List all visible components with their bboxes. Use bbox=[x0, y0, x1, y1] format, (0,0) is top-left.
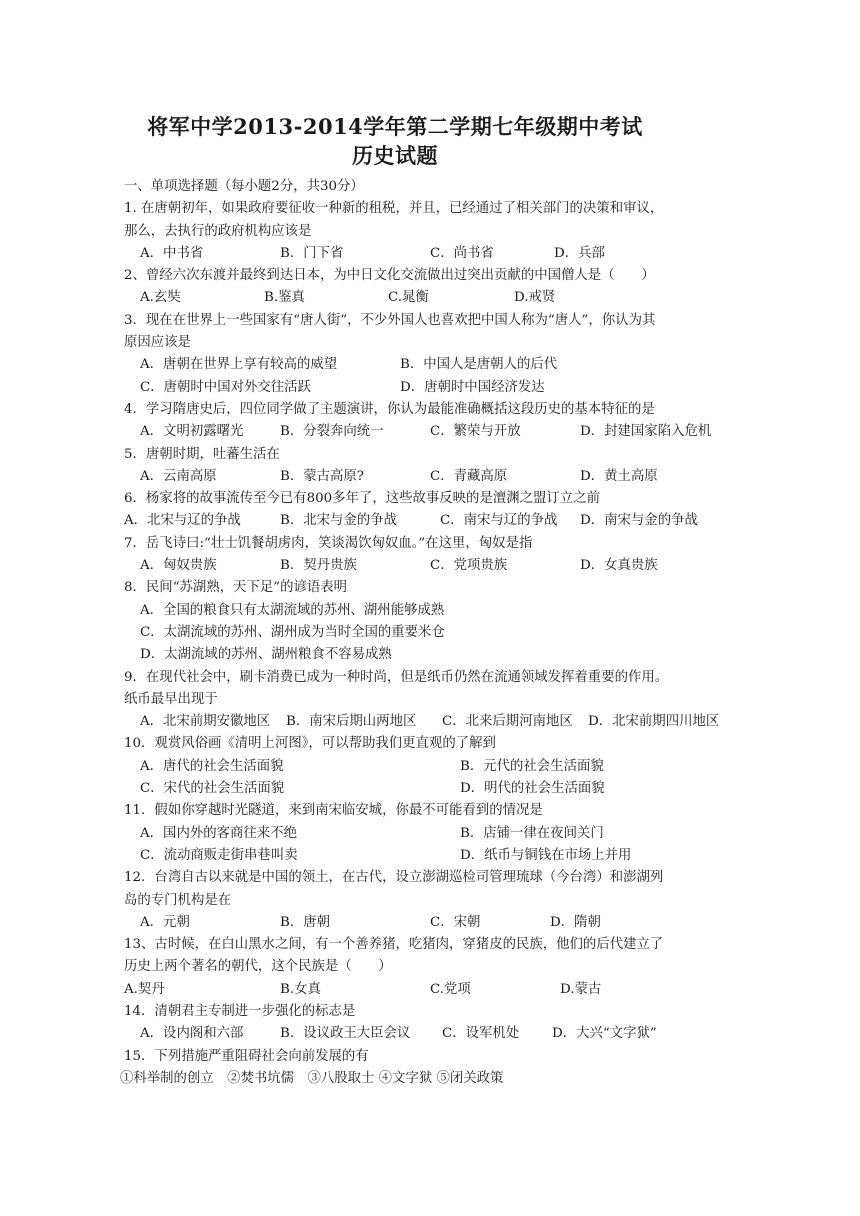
question-stem: 纸币最早出现于 bbox=[124, 691, 218, 707]
option-c: C．唐朝时中国对外交往活跃 bbox=[140, 379, 311, 395]
option-c: C.党项 bbox=[430, 981, 471, 997]
option-d: D．北宋前期四川地区 bbox=[588, 714, 720, 730]
option-b: B．北宋与金的争战 bbox=[280, 513, 397, 529]
option-d: D．唐朝时中国经济发达 bbox=[400, 379, 545, 395]
option-row bbox=[124, 778, 744, 800]
option-c: C.晁衡 bbox=[388, 290, 429, 306]
option-a: A．唐代的社会生活面貌 bbox=[140, 758, 284, 774]
option-b: B．中国人是唐朝人的后代 bbox=[400, 357, 558, 373]
option-b: B．蒙古高原? bbox=[280, 468, 364, 484]
question-stem: 历史上两个著名的朝代，这个民族是（ ） bbox=[124, 959, 392, 975]
option-row bbox=[124, 466, 744, 488]
option-d: D．纸币与铜钱在市场上并用 bbox=[460, 847, 632, 863]
question-stem: 8．民间“苏湖熟，天下足”的谚语表明 bbox=[124, 580, 348, 596]
question-stem: 11．假如你穿越时光隧道，来到南宋临安城，你最不可能看到的情况是 bbox=[124, 803, 543, 819]
option-b: B．唐朝 bbox=[280, 914, 331, 930]
option-d: D．太湖流域的苏州、湖州粮食不容易成熟 bbox=[140, 647, 392, 663]
option-d: D．兵部 bbox=[554, 245, 605, 261]
option-d: D．南宋与金的争战 bbox=[580, 513, 698, 529]
option-a: A．文明初露曙光 bbox=[140, 424, 244, 440]
option-a: A．设内阁和六部 bbox=[140, 1026, 244, 1042]
question-stem: 1. 在唐朝初年，如果政府要征收一种新的租税，并且，已经通过了相关部门的决策和审议， bbox=[124, 201, 664, 217]
question-stem: 13、古时候，在白山黑水之间，有一个善养猪，吃猪肉，穿猪皮的民族，他们的后代建立了 bbox=[124, 937, 664, 953]
question-stem: 12．台湾自古以来就是中国的领土，在古代，设立澎湖巡检司管理琉球（今台湾）和澎湖列 bbox=[124, 870, 664, 886]
option-d: D．明代的社会生活面貌 bbox=[460, 781, 605, 797]
option-c: C．南宋与辽的争战 bbox=[440, 513, 558, 529]
option-c: C．宋朝 bbox=[430, 914, 481, 930]
option-b: B．南宋后期山两地区 bbox=[286, 714, 417, 730]
option-c: C．青藏高原 bbox=[430, 468, 508, 484]
question-stem: 6．杨家将的故事流传至今已有800多年了，这些故事反映的是澶渊之盟订立之前 bbox=[124, 491, 600, 507]
option-c: C．宋代的社会生活面貌 bbox=[140, 781, 285, 797]
option-d: D．黄土高原 bbox=[580, 468, 658, 484]
option-row bbox=[124, 243, 744, 265]
option-row bbox=[124, 823, 744, 845]
option-d: D．隋朝 bbox=[550, 914, 601, 930]
option-d: D．大兴“文字狱” bbox=[552, 1026, 657, 1042]
option-b: B．门下省 bbox=[280, 245, 344, 261]
option-d: D．封建国家陷入危机 bbox=[580, 424, 712, 440]
question-stem: 14．清朝君主专制进一步强化的标志是 bbox=[124, 1003, 356, 1019]
option-a: A.玄奘 bbox=[140, 290, 181, 306]
option-b: B．契丹贵族 bbox=[280, 558, 357, 574]
option-a: A．元朝 bbox=[140, 914, 190, 930]
question-stem: 9．在现代社会中，刷卡消费已成为一种时尚，但是纸币仍然在流通领域发挥着重要的作用。 bbox=[124, 669, 669, 685]
option-row bbox=[124, 756, 744, 778]
option-row bbox=[124, 555, 744, 577]
option-d: D.戒贤 bbox=[514, 290, 556, 306]
option-c: C．繁荣与开放 bbox=[430, 424, 521, 440]
question-stem: 4．学习隋唐史后，四位同学做了主题演讲，你认为最能准确概括这段历史的基本特征的是 bbox=[124, 401, 655, 417]
option-row bbox=[124, 377, 744, 399]
section-heading: 一、单项选择题（每小题2分，共30分） bbox=[124, 179, 364, 194]
option-row bbox=[124, 711, 744, 733]
option-c: C．北来后期河南地区 bbox=[442, 714, 573, 730]
option-a: A．北宋与辽的争战 bbox=[124, 513, 241, 529]
option-c: C．党项贵族 bbox=[430, 558, 508, 574]
option-d: D.蒙古 bbox=[560, 981, 602, 997]
question-stem: 15．下列措施严重阻碍社会向前发展的有 bbox=[124, 1048, 369, 1064]
question-stem: 岛的专门机构是在 bbox=[124, 892, 232, 908]
option-row bbox=[124, 1023, 744, 1045]
option-row bbox=[124, 354, 744, 376]
question-stem: 7．岳飞诗曰:“壮士饥餐胡虏肉，笑谈渴饮匈奴血。”在这里，匈奴是指 bbox=[124, 535, 533, 551]
option-c: C．设军机处 bbox=[442, 1026, 520, 1042]
option-row bbox=[124, 845, 744, 867]
option-a: A．国内外的客商往来不绝 bbox=[140, 825, 297, 841]
option-d: D．女真贵族 bbox=[580, 558, 658, 574]
option-a: A．全国的粮食只有太湖流域的苏州、湖州能够成熟 bbox=[140, 602, 445, 618]
option-row bbox=[124, 510, 744, 532]
option-c: C．尚书省 bbox=[430, 245, 494, 261]
option-b: B．元代的社会生活面貌 bbox=[460, 758, 604, 774]
exam-title: 将军中学2013-2014学年第二学期七年级期中考试 bbox=[147, 114, 643, 139]
option-b: B.女真 bbox=[280, 981, 321, 997]
option-a: A．中书省 bbox=[140, 245, 204, 261]
question-stem: 那么，去执行的政府机构应该是 bbox=[124, 223, 312, 239]
question-stem: 5．唐朝时期，吐蕃生活在 bbox=[124, 446, 280, 462]
option-a: A．唐朝在世界上享有较高的威望 bbox=[140, 357, 338, 373]
question-stem: 10．观赏风俗画《清明上河图》，可以帮助我们更直观的了解到 bbox=[124, 736, 496, 752]
option-a: A．北宋前期安徽地区 bbox=[140, 714, 271, 730]
question-stem: 原因应该是 bbox=[124, 335, 191, 351]
option-b: B.鉴真 bbox=[264, 290, 305, 306]
option-a: A．匈奴贵族 bbox=[140, 558, 217, 574]
exam-subtitle: 历史试题 bbox=[352, 143, 438, 168]
option-b: B．分裂奔向统一 bbox=[280, 424, 384, 440]
option-c: C．太湖流域的苏州、湖州成为当时全国的重要米仓 bbox=[140, 624, 445, 640]
question-stem: ①科举制的创立 ②焚书坑儒 ③八股取士 ④文字狱 ⑤闭关政策 bbox=[120, 1070, 504, 1086]
option-c: C．流动商贩走街串巷叫卖 bbox=[140, 847, 298, 863]
option-row bbox=[124, 912, 744, 934]
question-stem: 3．现在在世界上一些国家有“唐人街”，不少外国人也喜欢把中国人称为“唐人”，你认为其 bbox=[124, 312, 656, 328]
option-row bbox=[124, 979, 744, 1001]
option-row bbox=[124, 421, 744, 443]
question-list bbox=[120, 176, 744, 1090]
option-b: B．设议政王大臣会议 bbox=[280, 1026, 411, 1042]
option-a: A.契丹 bbox=[124, 981, 165, 997]
option-b: B．店铺一律在夜间关门 bbox=[460, 825, 604, 841]
question-stem: 2、曾经六次东渡并最终到达日本，为中日文化交流做出过突出贡献的中国僧人是（ ） bbox=[124, 268, 655, 284]
option-row bbox=[124, 287, 744, 309]
option-a: A．云南高原 bbox=[140, 468, 217, 484]
